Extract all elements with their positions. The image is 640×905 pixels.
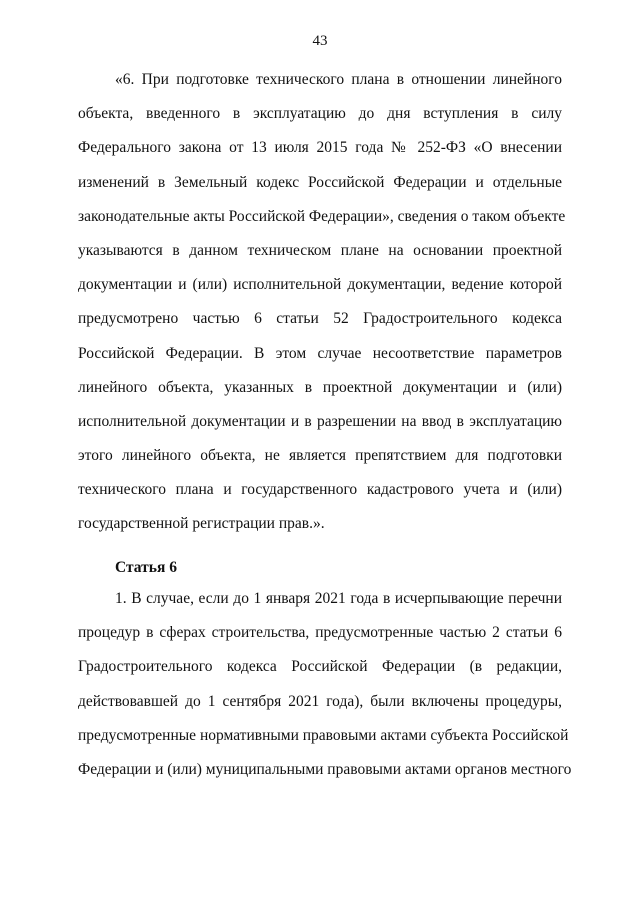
text-line: изменений в Земельный кодекс Российской Федерации и отдельные [78, 173, 562, 191]
paragraph-section-6 [78, 63, 566, 542]
page-number: 43 [312, 33, 328, 49]
text-line: Федерации и (или) муниципальными правовыми актами органов местного [78, 760, 572, 778]
text-line: указываются в данном техническом плане на основании проектной [78, 241, 562, 259]
text-line: линейного объекта, указанных в проектной документации и (или) [78, 378, 562, 396]
text-line: законодательные акты Российской Федерации», сведения о таком объекте [78, 207, 566, 225]
text-line: «6. При подготовке технического плана в отношении линейного [115, 71, 562, 88]
text-line: процедур в сферах строительства, предусмотренные частью 2 статьи 6 [78, 624, 562, 642]
text-line: предусмотренные нормативными правовыми актами субъекта Российской [78, 726, 569, 744]
paragraph-article-6-part-1 [78, 582, 572, 787]
text-line: Российской Федерации. В этом случае несоответствие параметров [78, 344, 562, 362]
text-line: Градостроительного кодекса Российской Федерации (в редакции, [78, 658, 562, 676]
text-line: 1. В случае, если до 1 января 2021 года в исчерпывающие перечни [115, 590, 562, 607]
text-line: государственной регистрации прав.». [78, 515, 325, 533]
text-line: технического плана и государственного кадастрового учета и (или) [78, 481, 562, 499]
text-line: предусмотрено частью 6 статьи 52 Градостроительного кодекса [78, 310, 562, 328]
text-line: документации и (или) исполнительной документации, ведение которой [78, 276, 562, 294]
text-line: этого линейного объекта, не является препятствием для подготовки [78, 447, 562, 465]
text-line: Федерального закона от 13 июля 2015 года № 252-ФЗ «О внесении [78, 139, 562, 157]
article-heading: Статья 6 [115, 559, 177, 576]
text-line: объекта, введенного в эксплуатацию до дня вступления в силу [78, 105, 562, 123]
text-line: действовавшей до 1 сентября 2021 года), были включены процедуры, [78, 692, 562, 710]
text-line: исполнительной документации и в разрешении на ввод в эксплуатацию [78, 412, 562, 430]
